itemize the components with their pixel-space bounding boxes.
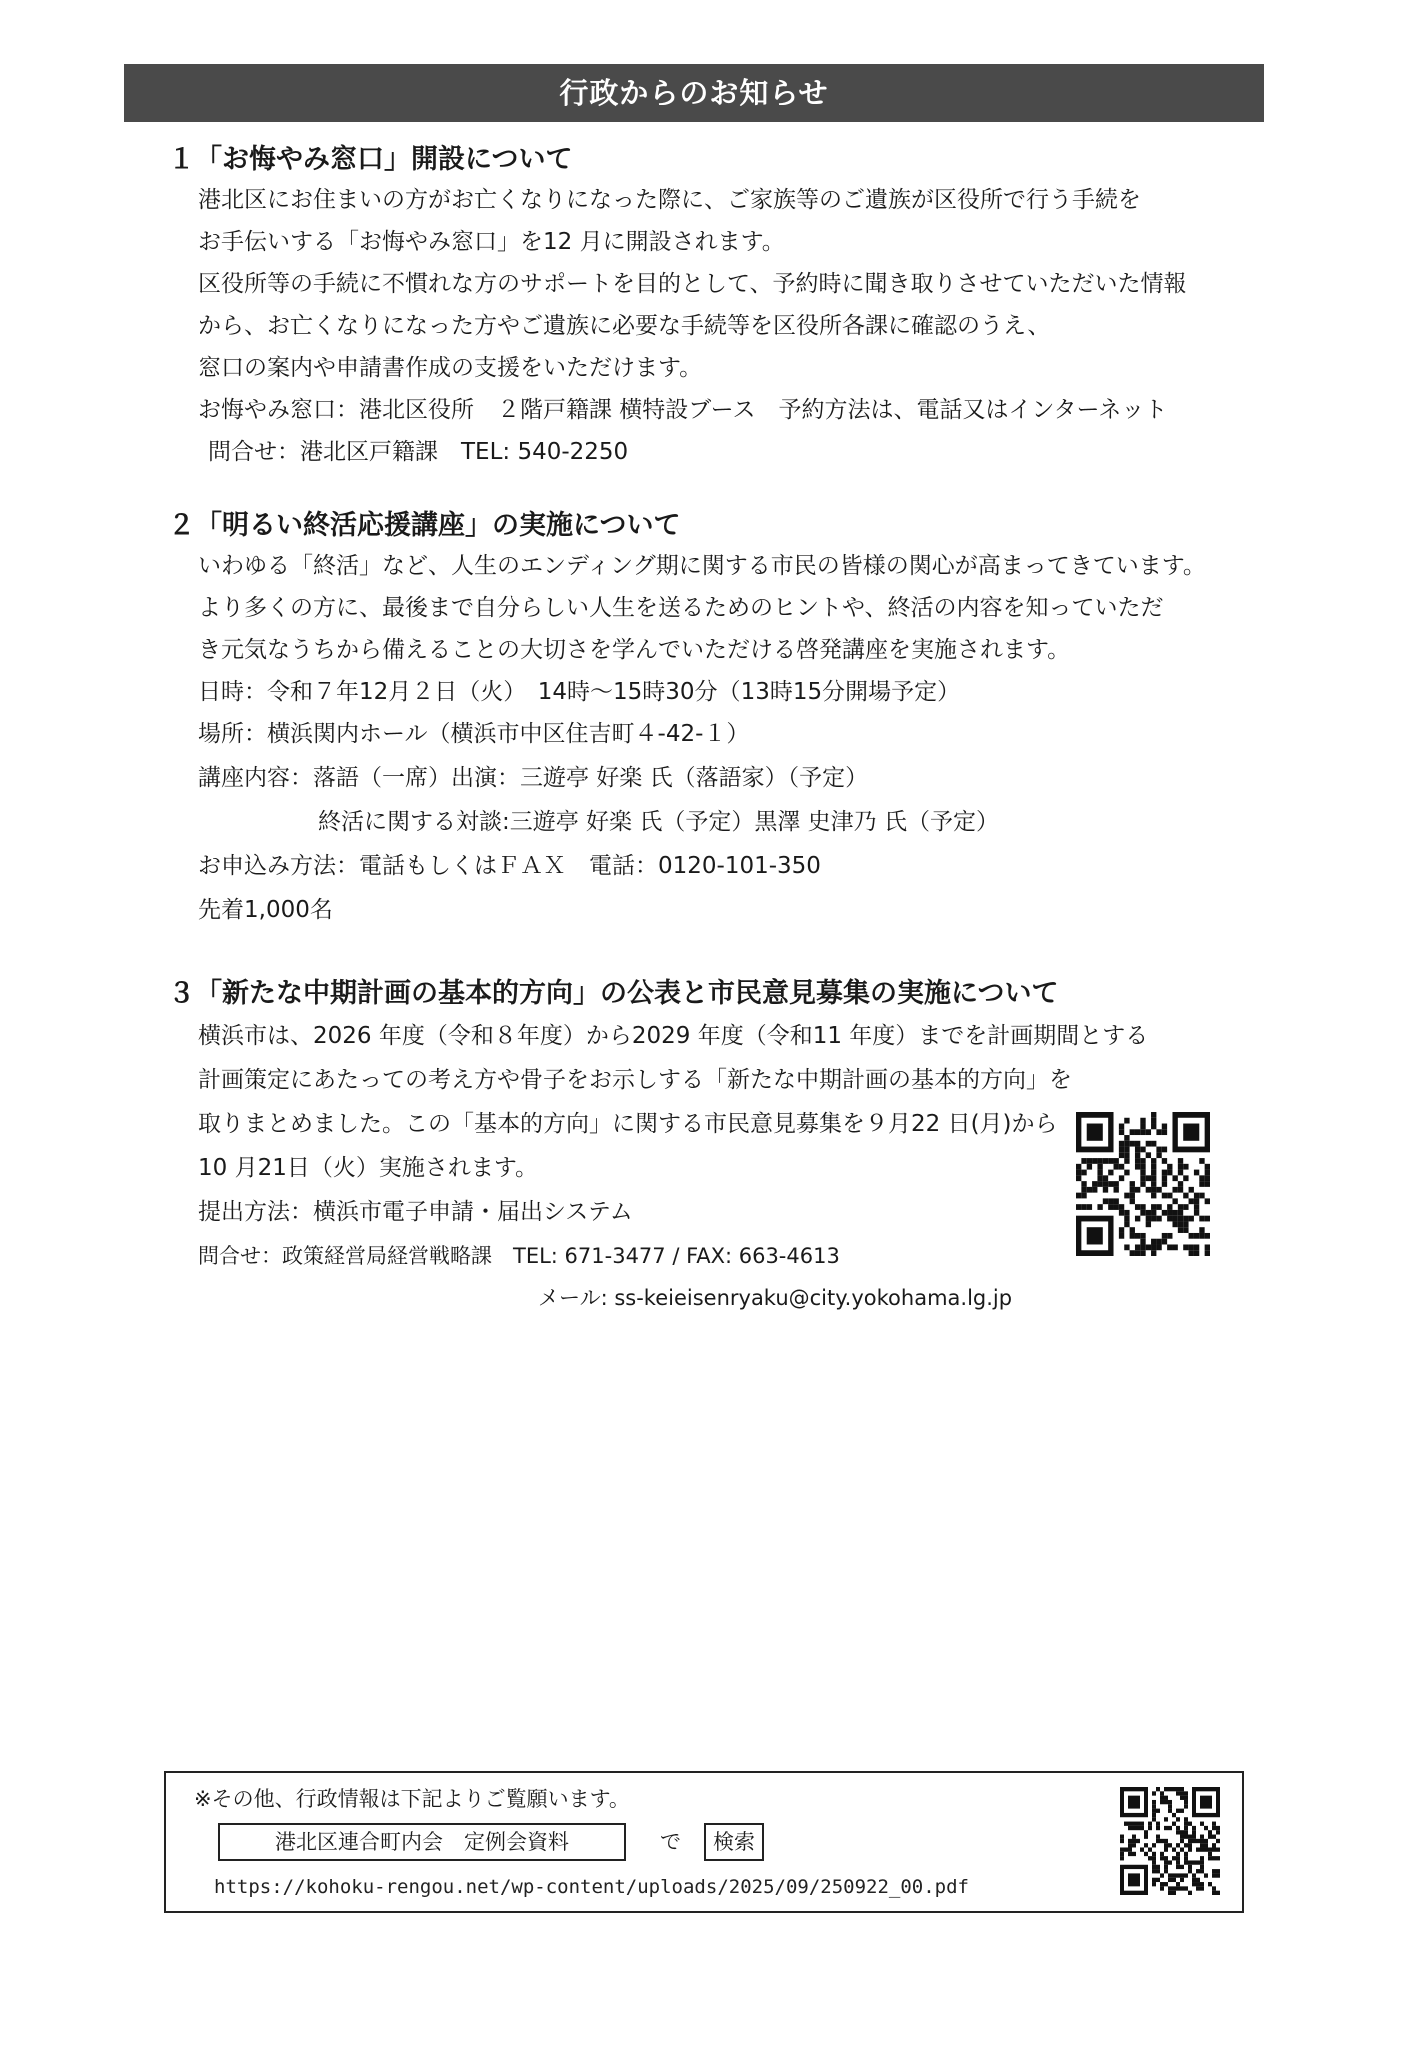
section2-line-4: 日時：令和７年12月２日（火） 14時～15時30分（13時15分開場予定） xyxy=(198,679,961,705)
section3-contact: 問合せ：政策経営局経営戦略課 TEL: 671-3477 / FAX: 663-4613 xyxy=(198,1244,840,1268)
section2-line-3: き元気なうちから備えることの大切さを学んでいただける啓発講座を実施されます。 xyxy=(198,637,1071,663)
section3-line-3: 取りまとめました。この「基本的方向」に関する市民意見募集を９月22 日(月)から xyxy=(198,1111,1058,1137)
section1-line-2: お手伝いする「お悔やみ窓口」を12 月に開設されます。 xyxy=(198,229,785,255)
section1-line-5: 窓口の案内や申請書作成の支援をいただけます。 xyxy=(198,355,703,381)
section2-line-8: お申込み方法：電話もしくはＦＡＸ 電話：0120-101-350 xyxy=(198,853,821,879)
section3-line-5: 提出方法：横浜市電子申請・届出システム xyxy=(198,1199,633,1225)
section1-line-6: お悔やみ窓口：港北区役所 ２階戸籍課 横特設ブース 予約方法は、電話又はインターネット xyxy=(198,397,1168,423)
section3-title: ３「新たな中期計画の基本的方向」の公表と市民意見募集の実施について xyxy=(168,978,1059,1009)
section2-line-2: より多くの方に、最後まで自分らしい人生を送るためのヒントや、終活の内容を知っていただ xyxy=(198,595,1164,621)
section1-line-4: から、お亡くなりになった方やご遺族に必要な手続等を区役所各課に確認のうえ、 xyxy=(198,313,1051,339)
section2-line-9: 先着1,000名 xyxy=(198,897,333,923)
reference-url[interactable]: https://kohoku-rengou.net/wp-content/uploads/2025/09/250922_00.pdf xyxy=(214,1876,969,1898)
section2-line-7: 終活に関する対談:三遊亭 好楽 氏（予定）黒澤 史津乃 氏（予定） xyxy=(318,809,999,835)
section3-line-4: 10 月21日（火）実施されます。 xyxy=(198,1155,539,1181)
section3-email: メール: ss-keieisenryaku@city.yokohama.lg.jp xyxy=(538,1286,1013,1310)
section3-line-1: 横浜市は、2026 年度（令和８年度）から2029 年度（令和11 年度）までを計画期間とする xyxy=(198,1023,1149,1049)
section2-line-1: いわゆる「終活」など、人生のエンディング期に関する市民の皆様の関心が高まってきています。 xyxy=(198,553,1206,579)
section3-line-2: 計画策定にあたっての考え方や骨子をお示しする「新たな中期計画の基本的方向」を xyxy=(198,1067,1072,1093)
page-header: 行政からのお知らせ xyxy=(124,64,1264,122)
de-text: で xyxy=(660,1830,681,1854)
section2-title: ２「明るい終活応援講座」の実施について xyxy=(168,510,681,541)
section1-title: １「お悔やみ窓口」開設について xyxy=(168,144,573,175)
section2-line-6: 講座内容：落語（一席）出演：三遊亭 好楽 氏（落語家）（予定） xyxy=(198,765,869,791)
section2-line-5: 場所：横浜関内ホール（横浜市中区住吉町４-42-１） xyxy=(198,721,750,747)
section1-line-3: 区役所等の手続に不慣れな方のサポートを目的として、予約時に聞き取りさせていただいた情報 xyxy=(198,271,1187,297)
reference-box xyxy=(164,1771,1244,1913)
section1-line-1: 港北区にお住まいの方がお亡くなりになった際に、ご家族等のご遺族が区役所で行う手続を xyxy=(198,187,1141,213)
reference-note: ※その他、行政情報は下記よりご覧願います。 xyxy=(194,1787,630,1811)
qr-code-small-icon[interactable] xyxy=(1120,1787,1220,1895)
section1-line-7: 問合せ：港北区戸籍課 TEL: 540-2250 xyxy=(208,439,629,465)
qr-code-icon[interactable] xyxy=(1076,1112,1210,1256)
search-button[interactable]: 検索 xyxy=(704,1823,764,1861)
search-term-box: 港北区連合町内会 定例会資料 xyxy=(218,1823,626,1861)
